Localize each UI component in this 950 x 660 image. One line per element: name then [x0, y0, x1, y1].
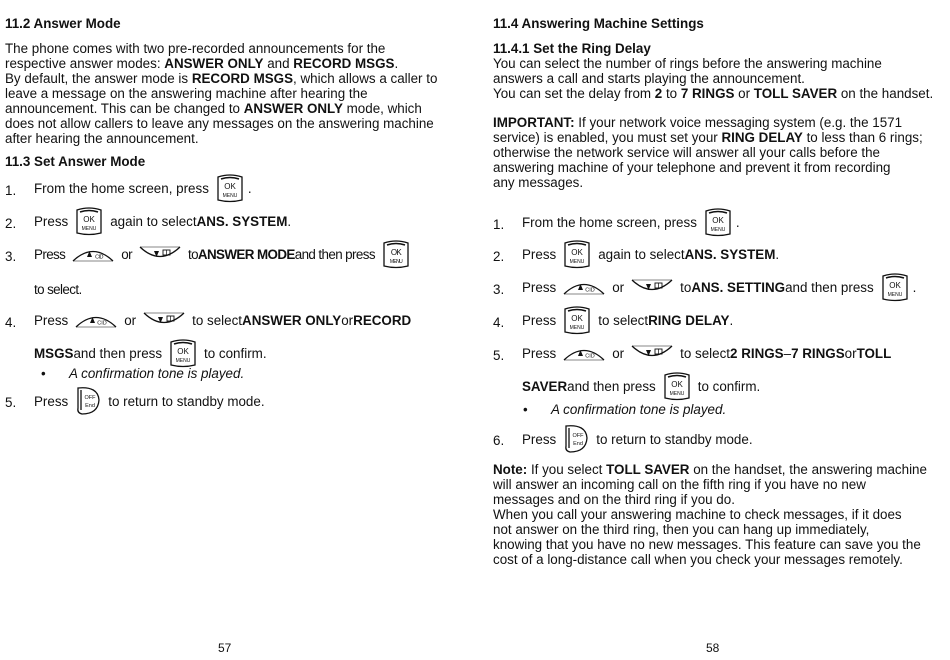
- text-run: If your network voice messaging system (e.g. the 1571: [574, 115, 903, 130]
- step-text: Press: [522, 431, 557, 447]
- text-run: on the handset, the answering machine: [689, 462, 927, 477]
- text-run: otherwise the network service will answer all your calls before the: [493, 145, 881, 160]
- step-text: to confirm.: [697, 378, 761, 394]
- step-1: [522, 206, 740, 238]
- down-phonebook-key-icon: [138, 244, 182, 264]
- paragraph-line: [5, 41, 445, 56]
- step-text: or: [121, 246, 132, 262]
- text-run: messages and on the third ring if you do.: [493, 492, 735, 507]
- paragraph-line: [5, 71, 445, 86]
- step-text: and then press: [567, 378, 656, 394]
- ok-menu-key-icon: [381, 238, 411, 270]
- answer-mode-paragraph: [5, 41, 445, 146]
- step-text: From the home screen, press: [522, 214, 697, 230]
- confirmation-note: [41, 366, 244, 381]
- right-page: [493, 0, 933, 660]
- bold-text: IMPORTANT:: [493, 115, 575, 130]
- step-3: [34, 238, 411, 270]
- text-run: When you call your answering machine to check messages, if it does: [493, 507, 902, 522]
- step-number: 2.: [493, 249, 505, 264]
- step-number: 5.: [5, 395, 17, 410]
- step-text: or: [844, 345, 857, 361]
- paragraph-line: [493, 477, 933, 492]
- text-run: If you select: [527, 462, 607, 477]
- confirmation-note: [523, 402, 726, 417]
- step-text: to select: [598, 312, 649, 328]
- step-4-continued: [34, 337, 267, 369]
- text-run: The phone comes with two pre-recorded announcements for the: [5, 41, 386, 56]
- text-run: answers a call and starts playing the announcement.: [493, 71, 805, 86]
- paragraph-line: [493, 522, 933, 537]
- text-run: after hearing the announcement.: [5, 131, 199, 146]
- text-run: mode, which: [342, 101, 422, 116]
- step-text: From the home screen, press: [34, 180, 209, 196]
- step-number: 4.: [5, 315, 17, 330]
- paragraph-line: [493, 537, 933, 552]
- step-keyword: MSGS: [34, 345, 74, 361]
- bullet-dot: •: [41, 366, 46, 381]
- ok-menu-key-icon: [74, 205, 104, 237]
- step-text: or: [341, 312, 354, 328]
- bold-text: 2: [654, 86, 663, 101]
- section-heading-answer-mode: 11.2 Answer Mode: [5, 16, 121, 31]
- ok-menu-key-icon: [562, 238, 592, 270]
- note-paragraph: [493, 462, 933, 567]
- paragraph-line: [493, 462, 933, 477]
- step-keyword: 7 RINGS: [791, 345, 845, 361]
- text-run: You can set the delay from: [493, 86, 655, 101]
- bold-text: RING DELAY: [721, 130, 803, 145]
- bold-text: 7 RINGS: [680, 86, 735, 101]
- left-page: [5, 0, 445, 660]
- ok-menu-key-icon: [215, 172, 245, 204]
- step-text: and then press: [73, 345, 163, 361]
- step-3: [522, 271, 916, 303]
- step-6: [522, 423, 753, 455]
- step-keyword: TOLL: [856, 345, 892, 361]
- ok-menu-key-icon: [562, 304, 592, 336]
- text-run: leave a message on the answering machine after hearing the: [5, 86, 368, 101]
- up-cid-key-icon: [562, 277, 606, 297]
- text-run: does not allow callers to leave any messages on the answering machine: [5, 116, 434, 131]
- step-text: to: [680, 279, 692, 295]
- paragraph-line: [493, 56, 933, 71]
- paragraph-line: [5, 86, 445, 101]
- step-keyword: SAVER: [522, 378, 568, 394]
- paragraph-line: [493, 507, 933, 522]
- ok-menu-key-icon: [703, 206, 733, 238]
- step-text: .: [735, 214, 740, 230]
- step-number: 3.: [493, 282, 505, 297]
- step-text: to confirm.: [204, 345, 267, 361]
- step-text: again to select: [598, 246, 685, 262]
- step-text: to: [187, 246, 198, 262]
- step-text: or: [612, 279, 625, 295]
- step-text: Press: [34, 246, 66, 262]
- step-keyword: ANS. SYSTEM: [196, 213, 288, 229]
- bold-text: TOLL SAVER: [606, 462, 690, 477]
- page-number: 57: [218, 641, 232, 655]
- bold-text: TOLL SAVER: [753, 86, 838, 101]
- step-text: Press: [522, 279, 557, 295]
- step-text: Press: [34, 312, 69, 328]
- step-text: to return to standby mode.: [108, 393, 265, 409]
- step-1: [34, 172, 252, 204]
- bold-text: ANSWER ONLY: [243, 101, 343, 116]
- text-run: service) is enabled, you must set your: [493, 130, 722, 145]
- paragraph-line: [493, 492, 933, 507]
- step-text: .: [912, 279, 917, 295]
- text-run: on the handset.: [837, 86, 934, 101]
- text-run: cost of a long-distance call when you check your messages remotely.: [493, 552, 903, 567]
- bullet-dot: •: [523, 402, 528, 417]
- section-heading-set-answer-mode: 11.3 Set Answer Mode: [5, 154, 146, 169]
- paragraph-line: [493, 160, 933, 175]
- page-number: 58: [706, 641, 720, 655]
- text-run: .: [394, 56, 399, 71]
- paragraph-line: [5, 131, 445, 146]
- step-number: 1.: [5, 183, 17, 198]
- step-text: Press: [522, 246, 557, 262]
- step-text: to return to standby mode.: [596, 431, 753, 447]
- step-keyword: 2 RINGS: [730, 345, 784, 361]
- up-cid-key-icon: [74, 310, 118, 330]
- step-text: .: [729, 312, 734, 328]
- step-2: [522, 238, 779, 270]
- step-text: –: [783, 345, 792, 361]
- off-end-key-icon: [74, 386, 102, 416]
- step-text: .: [775, 246, 780, 262]
- paragraph-line: [5, 56, 445, 71]
- ok-menu-key-icon: [880, 271, 910, 303]
- ring-delay-paragraph: [493, 56, 933, 101]
- bullet-text: A confirmation tone is played.: [69, 366, 245, 381]
- step-text: to select.: [34, 282, 82, 297]
- paragraph-line: [493, 115, 933, 130]
- paragraph-line: [5, 101, 445, 116]
- step-text: to select: [680, 345, 731, 361]
- step-number: 3.: [5, 249, 17, 264]
- text-run: to less than 6 rings;: [802, 130, 923, 145]
- step-number: 4.: [493, 315, 505, 330]
- step-number: 5.: [493, 348, 505, 363]
- bold-text: ANSWER ONLY: [164, 56, 264, 71]
- down-phonebook-key-icon: [630, 343, 674, 363]
- bold-text: Note:: [493, 462, 528, 477]
- step-text: Press: [34, 213, 69, 229]
- step-text: .: [287, 213, 292, 229]
- paragraph-line: [493, 71, 933, 86]
- step-text: and then press: [294, 246, 375, 262]
- bullet-text: A confirmation tone is played.: [551, 402, 727, 417]
- text-run: knowing that you have no new messages. This feature can save you the: [493, 537, 921, 552]
- down-phonebook-key-icon: [630, 277, 674, 297]
- important-paragraph: [493, 115, 933, 190]
- step-4: [34, 304, 411, 336]
- text-run: You can select the number of rings before the answering machine: [493, 56, 882, 71]
- up-cid-key-icon: [562, 343, 606, 363]
- step-5: [522, 337, 891, 369]
- text-run: not answer on the third ring, then you can hang up immediately,: [493, 522, 870, 537]
- step-number: 6.: [493, 433, 505, 448]
- text-run: announcement. This can be changed to: [5, 101, 244, 116]
- step-text: .: [247, 180, 252, 196]
- text-run: respective answer modes:: [5, 56, 165, 71]
- text-run: to: [662, 86, 681, 101]
- ok-menu-key-icon: [168, 337, 198, 369]
- ok-menu-key-icon: [662, 370, 692, 402]
- text-run: By default, the answer mode is: [5, 71, 192, 86]
- paragraph-line: [493, 175, 933, 190]
- up-cid-key-icon: [71, 244, 115, 264]
- step-keyword: ANSWER MODE: [197, 246, 295, 262]
- step-keyword: ANSWER ONLY: [242, 312, 342, 328]
- step-5-continued: [522, 370, 760, 402]
- step-text: Press: [522, 345, 557, 361]
- step-text: or: [124, 312, 137, 328]
- step-keyword: RECORD: [353, 312, 412, 328]
- paragraph-line: [493, 86, 933, 101]
- paragraph-line: [5, 116, 445, 131]
- paragraph-line: [493, 130, 933, 145]
- step-text: and then press: [785, 279, 874, 295]
- paragraph-line: [493, 552, 933, 567]
- text-run: will answer an incoming call on the fifth ring if you have no new: [493, 477, 866, 492]
- paragraph-line: [493, 145, 933, 160]
- text-run: answering machine of your telephone and prevent it from recording: [493, 160, 891, 175]
- text-run: any messages.: [493, 175, 584, 190]
- text-run: or: [734, 86, 754, 101]
- step-keyword: RING DELAY: [648, 312, 730, 328]
- step-text: Press: [522, 312, 557, 328]
- step-text: Press: [34, 393, 69, 409]
- text-run: , which allows a caller to: [293, 71, 438, 86]
- step-text: to select: [192, 312, 243, 328]
- step-number: 2.: [5, 216, 17, 231]
- off-end-key-icon: [562, 424, 590, 454]
- subsection-heading-ring-delay: 11.4.1 Set the Ring Delay: [493, 41, 651, 56]
- step-text: again to select: [110, 213, 197, 229]
- step-keyword: ANS. SETTING: [691, 279, 786, 295]
- down-phonebook-key-icon: [142, 310, 186, 330]
- step-keyword: ANS. SYSTEM: [684, 246, 776, 262]
- bold-text: RECORD MSGS: [293, 56, 395, 71]
- bold-text: RECORD MSGS: [191, 71, 294, 86]
- section-heading-answering-machine-settings: 11.4 Answering Machine Settings: [493, 16, 704, 31]
- step-text: or: [612, 345, 625, 361]
- step-4: [522, 304, 733, 336]
- step-2: [34, 205, 291, 237]
- text-run: and: [263, 56, 294, 71]
- step-5: [34, 385, 265, 417]
- step-number: 1.: [493, 217, 505, 232]
